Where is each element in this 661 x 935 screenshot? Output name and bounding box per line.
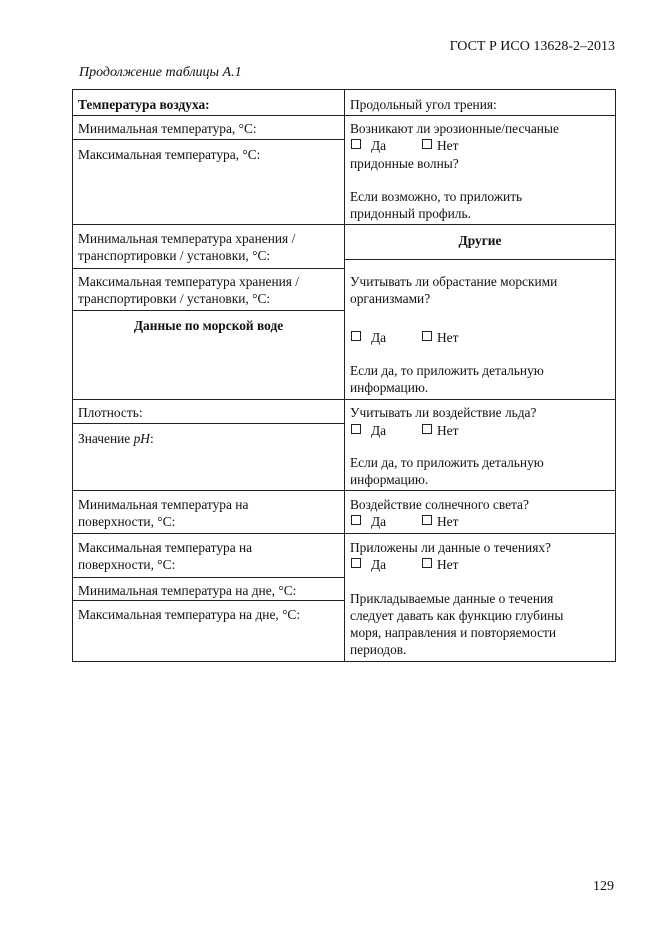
- min-storage-label-line1: Минимальная температура хранения /: [78, 231, 296, 246]
- currents-yes-checkbox[interactable]: [351, 558, 361, 568]
- erosion-question-line2: придонные волны?: [350, 156, 459, 171]
- ice-yes-label: Да: [371, 423, 387, 438]
- max-temp-label: Максимальная температура, °С:: [78, 147, 261, 162]
- row-rule: [72, 310, 345, 311]
- ice-note-line2: информацию.: [350, 472, 429, 487]
- sunlight-yes-label: Да: [371, 514, 387, 529]
- ice-no-checkbox[interactable]: [422, 424, 432, 434]
- row-rule: [72, 533, 616, 534]
- fouling-question-line2: организмами?: [350, 291, 431, 306]
- ph-symbol: pH: [133, 431, 150, 446]
- fouling-no-checkbox[interactable]: [422, 331, 432, 341]
- row-rule: [72, 399, 616, 400]
- row-rule: [72, 600, 345, 601]
- min-surface-label-line2: поверхности, °С:: [78, 514, 176, 529]
- max-surface-label-line2: поверхности, °С:: [78, 557, 176, 572]
- fouling-no-label: Нет: [437, 330, 459, 345]
- max-storage-label-line2: транспортировки / установки, °С:: [78, 291, 271, 306]
- air-temp-heading: Температура воздуха:: [78, 97, 210, 112]
- others-heading: Другие: [458, 233, 502, 248]
- fouling-question-line1: Учитывать ли обрастание морскими: [350, 274, 558, 289]
- max-surface-label-line1: Максимальная температура на: [78, 540, 253, 555]
- ice-note-line1: Если да, то приложить детальную: [350, 455, 544, 470]
- currents-yes-label: Да: [371, 557, 387, 572]
- erosion-no-checkbox[interactable]: [422, 139, 432, 149]
- row-rule: [72, 423, 345, 424]
- ice-question: Учитывать ли воздействие льда?: [350, 405, 537, 420]
- ph-label: [78, 430, 154, 447]
- min-storage-label-line2: транспортировки / установки, °С:: [78, 248, 271, 263]
- ice-no-label: Нет: [437, 423, 459, 438]
- fouling-note-line1: Если да, то приложить детальную: [350, 363, 544, 378]
- currents-no-checkbox[interactable]: [422, 558, 432, 568]
- ph-prefix: Значение: [78, 431, 134, 446]
- erosion-note-line2: придонный профиль.: [350, 206, 471, 221]
- currents-note-line3: моря, направления и повторяемости: [350, 625, 557, 640]
- min-temp-label: Минимальная температура, °С:: [78, 121, 257, 136]
- currents-note-line4: периодов.: [350, 642, 407, 657]
- row-rule: [72, 268, 345, 269]
- row-rule: [72, 224, 345, 225]
- currents-no-label: Нет: [437, 557, 459, 572]
- min-bottom-label: Минимальная температура на дне, °С:: [78, 583, 297, 598]
- ph-suffix: :: [149, 431, 154, 446]
- max-storage-label-line1: Максимальная температура хранения /: [78, 274, 300, 289]
- row-rule: [72, 490, 616, 491]
- row-rule: [72, 115, 616, 116]
- fouling-note-line2: информацию.: [350, 380, 429, 395]
- max-bottom-label: Максимальная температура на дне, °С:: [78, 607, 301, 622]
- row-rule: [72, 139, 345, 140]
- ice-yes-checkbox[interactable]: [351, 424, 361, 434]
- friction-angle-label: Продольный угол трения:: [350, 97, 497, 112]
- erosion-question-line1: Возникают ли эрозионные/песчаные: [350, 121, 559, 136]
- currents-note-line1: Прикладываемые данные о течения: [350, 591, 554, 606]
- density-label: Плотность:: [78, 405, 143, 420]
- min-surface-label-line1: Минимальная температура на: [78, 497, 249, 512]
- page-number: 129: [593, 879, 614, 894]
- row-rule: [344, 224, 616, 225]
- erosion-yes-checkbox[interactable]: [351, 139, 361, 149]
- seawater-heading: Данные по морской воде: [133, 318, 284, 333]
- sunlight-question: Воздействие солнечного света?: [350, 497, 529, 512]
- document-code: ГОСТ Р ИСО 13628-2–2013: [449, 39, 615, 54]
- erosion-note-line1: Если возможно, то приложить: [350, 189, 523, 204]
- fouling-yes-checkbox[interactable]: [351, 331, 361, 341]
- currents-note-line2: следует давать как функцию глубины: [350, 608, 564, 623]
- row-rule: [344, 259, 616, 260]
- sunlight-yes-checkbox[interactable]: [351, 515, 361, 525]
- currents-question: Приложены ли данные о течениях?: [350, 540, 551, 555]
- sunlight-no-label: Нет: [437, 514, 459, 529]
- sunlight-no-checkbox[interactable]: [422, 515, 432, 525]
- erosion-no-label: Нет: [437, 138, 459, 153]
- row-rule: [72, 577, 345, 578]
- erosion-yes-label: Да: [371, 138, 387, 153]
- fouling-yes-label: Да: [371, 330, 387, 345]
- table-caption: Продолжение таблицы А.1: [79, 65, 242, 80]
